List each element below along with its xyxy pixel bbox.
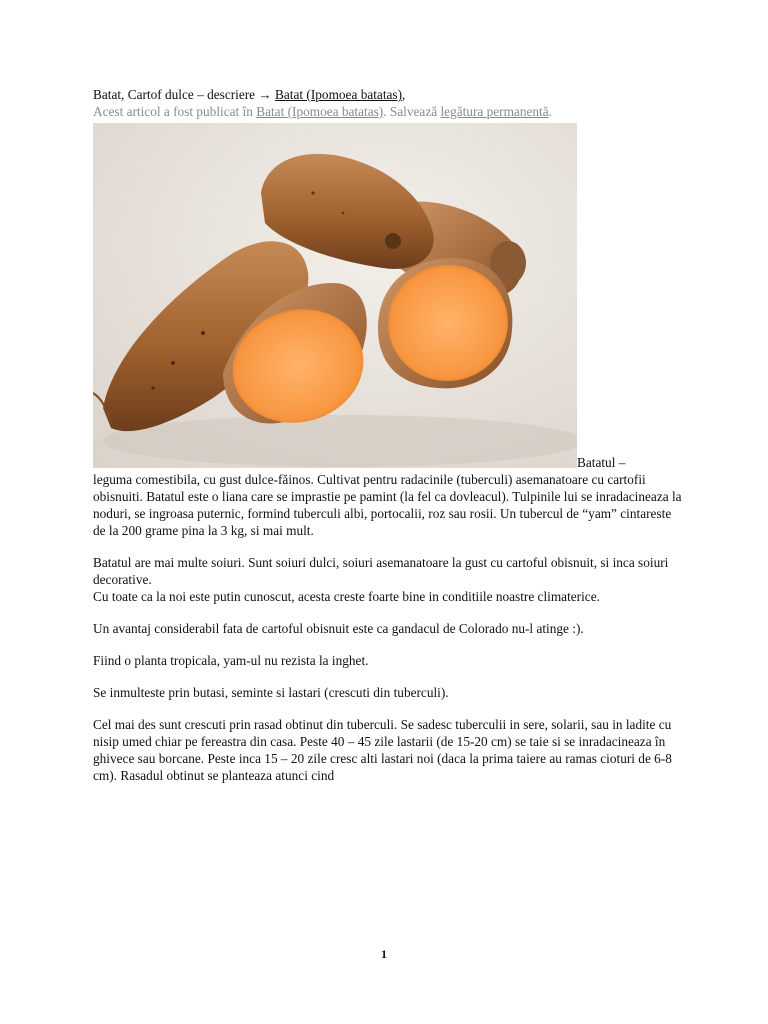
- article-body: [93, 454, 683, 784]
- intro-text: leguma comestibila, cu gust dulce-făinos. Cultivat pentru radacinile (tuberculi) asemanatoare cu cartofii obisnuiti. Batatul este o liana care se imprastie pe pamint (la fel ca dovleacul). Tulpinile lui se inradacineaza la noduri, se ingroasa puternic, formind tuberculi albi, portocalii, roz sau rosii. Un tubercul de “yam” cintareste de la 200 grame pina la 3 kg, si mai mult.: [93, 472, 682, 538]
- frost-paragraph: Fiind o planta tropicala, yam-ul nu rezista la inghet.: [93, 653, 369, 668]
- varieties-paragraph: [93, 554, 683, 605]
- post-title-prefix: Batat, Cartof dulce – descriere →: [93, 87, 276, 102]
- propagation-paragraph: Se inmulteste prin butasi, seminte si lastari (crescuti din tuberculi).: [93, 685, 449, 700]
- sweet-potato-photo: [93, 123, 577, 468]
- meta-category-link[interactable]: Batat (Ipomoea batatas): [256, 104, 384, 119]
- meta-middle: . Salvează: [383, 104, 441, 119]
- meta-suffix: .: [548, 104, 552, 119]
- varieties-text: Batatul are mai multe soiuri. Sunt soiuri dulci, soiuri asemanatoare la gust cu cartoful obisnuit, si inca soiuri decorative.: [93, 555, 669, 587]
- post-title-suffix: ,: [402, 87, 406, 102]
- climate-text: Cu toate ca la noi este putin cunoscut, acesta creste foarte bine in conditiile noastre climaterice.: [93, 589, 600, 604]
- intro-first-word: Batatul –: [577, 455, 626, 470]
- post-title-line: [93, 86, 683, 103]
- document-page: [93, 86, 683, 799]
- post-meta-line: [93, 103, 683, 120]
- colorado-paragraph: Un avantaj considerabil fata de cartoful obisnuit este ca gandacul de Colorado nu-l atinge :).: [93, 621, 584, 636]
- category-link[interactable]: Batat (Ipomoea batatas): [275, 87, 403, 102]
- page-number: 1: [381, 947, 387, 961]
- permalink-link[interactable]: legătura permanentă: [440, 104, 549, 119]
- meta-prefix: Acest articol a fost publicat în: [93, 104, 257, 119]
- seedling-paragraph: Cel mai des sunt crescuti prin rasad obtinut din tuberculi. Se sadesc tuberculii in sere, solarii, sau in ladite cu nisip umed chiar pe fereastra din casa. Peste 40 – 45 zile lastarii (de 15-20 cm) se taie si se inradacineaza în ghivece sau borcane. Peste inca 15 – 20 zile cresc alti lastari noi (daca la prima taiere au ramas cioturi de 6-8 cm). Rasadul obtinut se planteaza atunci cind: [93, 717, 672, 783]
